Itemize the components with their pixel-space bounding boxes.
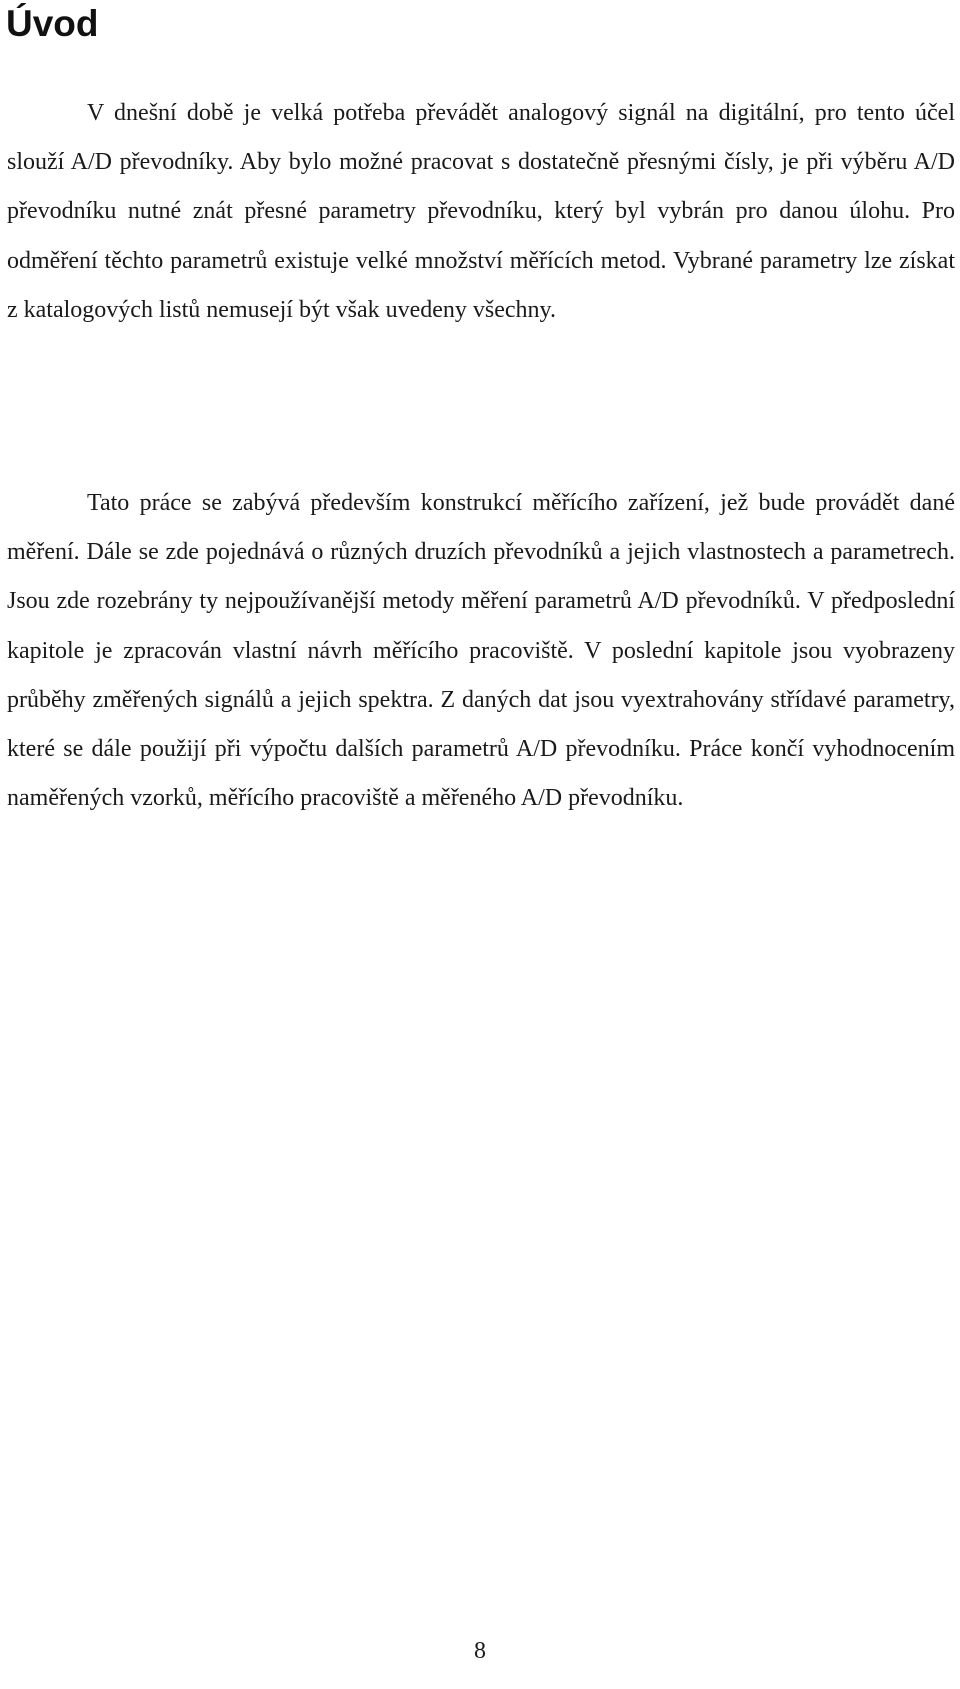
- paragraph-thesis-overview: Tato práce se zabývá především konstrukcí měřícího zařízení, jež bude provádět dané měření. Dále se zde pojednává o různých druzích převodníků a jejich vlastnostech a parametrech. Jsou zde rozebrány ty nejpoužívanější metody měření parametrů A/D převodníků. V předposlední kapitole je zpracován vlastní návrh měřícího pracoviště. V poslední kapitole jsou vyobrazeny průběhy změřených signálů a jejich spektra. Z daných dat jsou vyextrahovány střídavé parametry, které se dále použijí při výpočtu dalších parametrů A/D převodníku. Práce končí vyhodnocením naměřených vzorků, měřícího pracoviště a měřeného A/D převodníku.: [7, 490, 955, 812]
- page-number: 8: [474, 1638, 486, 1664]
- paragraph-intro: V dnešní době je velká potřeba převádět analogový signál na digitální, pro tento účel slouží A/D převodníky. Aby bylo možné pracovat s dostatečně přesnými čísly, je při výběru A/D převodníku nutné znát přesné parametry převodníku, který byl vybrán pro danou úlohu. Pro odměření těchto parametrů existuje velké množství měřících metod. Vybrané parametry lze získat z katalogových listů nemusejí být však uvedeny všechny.: [7, 100, 955, 323]
- chapter-heading: Úvod: [6, 3, 99, 44]
